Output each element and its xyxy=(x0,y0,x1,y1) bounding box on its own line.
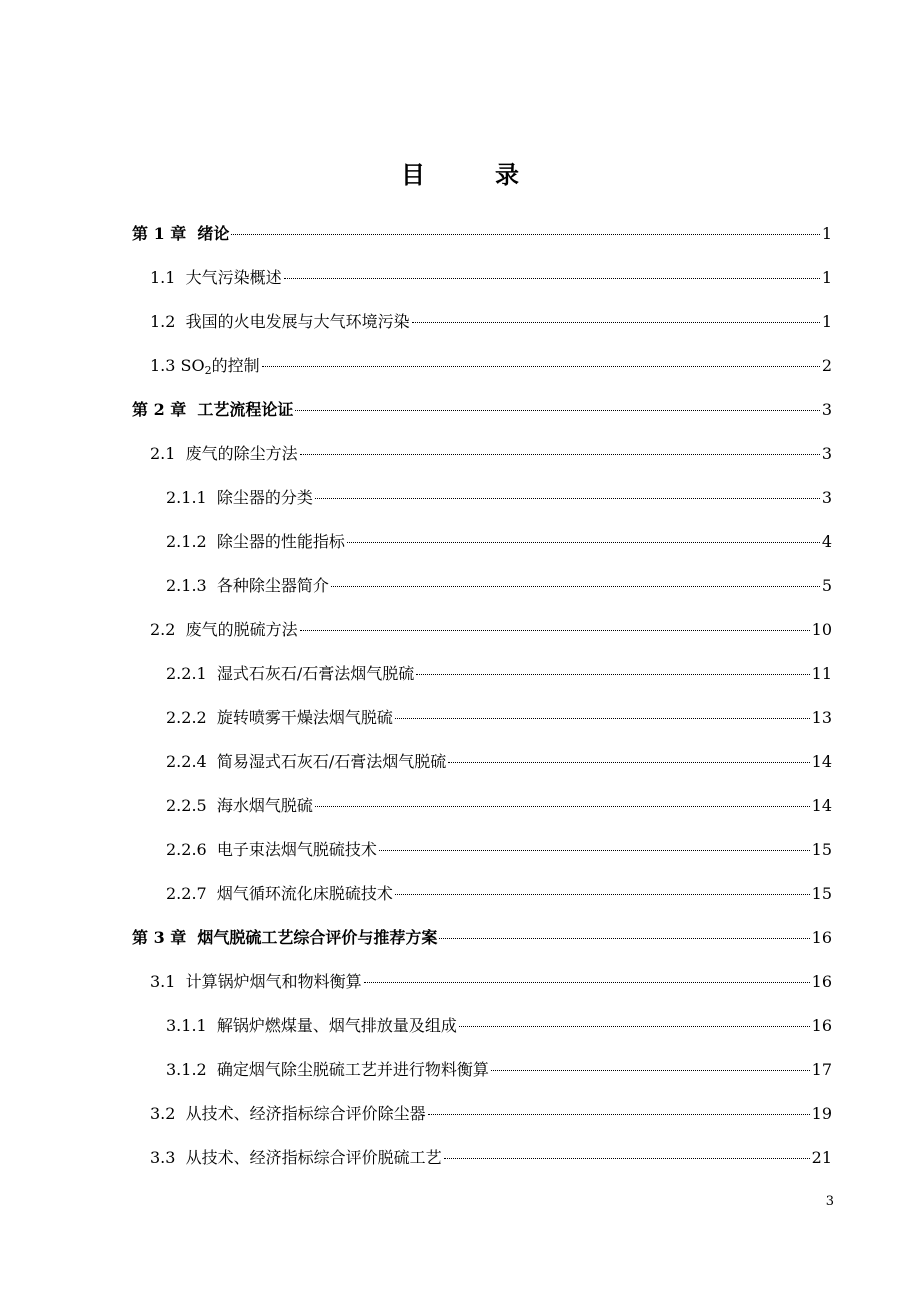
toc-entry-title: 确定烟气除尘脱硫工艺并进行物料衡算 xyxy=(216,1060,489,1079)
so-subscript: 2 xyxy=(204,364,212,377)
toc-entry-title: 烟气循环流化床脱硫技术 xyxy=(216,884,393,903)
toc-entry-number: 2.2.6 xyxy=(166,840,217,859)
toc-entry-page: 2 xyxy=(821,356,832,375)
toc-entry-title: 废气的除尘方法 xyxy=(185,444,298,463)
toc-entry-page: 17 xyxy=(811,1060,832,1079)
toc-entry-page: 21 xyxy=(811,1148,832,1167)
toc-entry-3-1[interactable] xyxy=(132,970,832,1014)
toc-entry-number: 2.1.1 xyxy=(166,488,217,507)
toc-entry-number: 第 1 章 xyxy=(132,224,198,243)
toc-entry-2-1-2[interactable] xyxy=(132,530,832,574)
toc-entry-number: 2.1.2 xyxy=(166,532,217,551)
toc-entry-page: 16 xyxy=(811,928,832,947)
toc-entry-number: 1.2 xyxy=(150,312,186,331)
dot-leader xyxy=(262,366,820,367)
so-formula: SO xyxy=(180,356,205,375)
toc-entry-2-2-6[interactable] xyxy=(132,838,832,882)
dot-leader xyxy=(416,674,809,675)
toc-entry-page: 3 xyxy=(821,444,832,463)
dot-leader xyxy=(331,586,820,587)
toc-entry-number: 3.1.1 xyxy=(166,1016,217,1035)
toc-entry-title: 电子束法烟气脱硫技术 xyxy=(216,840,377,859)
toc-entry-page: 16 xyxy=(811,1016,832,1035)
dot-leader xyxy=(300,630,810,631)
dot-leader xyxy=(315,806,810,807)
toc-title-right: 录 xyxy=(495,161,519,189)
toc-entry-title: 工艺流程论证 xyxy=(197,400,294,419)
dot-leader xyxy=(491,1070,810,1071)
toc-entry-page: 1 xyxy=(821,312,832,331)
dot-leader xyxy=(444,1158,810,1159)
toc-entry-title: 大气污染概述 xyxy=(185,268,282,287)
toc-entry-3-1-2[interactable] xyxy=(132,1058,832,1102)
toc-entry-number: 2.2.5 xyxy=(166,796,217,815)
toc-entry-2-2-1[interactable] xyxy=(132,662,832,706)
dot-leader xyxy=(347,542,820,543)
toc-title-left: 目 xyxy=(401,161,425,189)
dot-leader xyxy=(395,894,810,895)
toc-entry-3-2[interactable] xyxy=(132,1102,832,1146)
dot-leader xyxy=(379,850,810,851)
toc-entry-title: 简易湿式石灰石/石膏法烟气脱硫 xyxy=(216,752,447,771)
toc-entry-2-2-5[interactable] xyxy=(132,794,832,838)
toc-entry-page: 1 xyxy=(821,268,832,287)
toc-entry-page: 1 xyxy=(821,224,832,243)
toc-entry-2-1[interactable] xyxy=(132,442,832,486)
toc-entry-page: 15 xyxy=(811,840,832,859)
toc-entry-2-1-1[interactable] xyxy=(132,486,832,530)
toc-entry-title: 海水烟气脱硫 xyxy=(216,796,313,815)
toc-entry-title: 我国的火电发展与大气环境污染 xyxy=(185,312,410,331)
dot-leader xyxy=(428,1114,810,1115)
dot-leader xyxy=(395,718,810,719)
toc-entry-number: 2.1 xyxy=(150,444,186,463)
dot-leader xyxy=(284,278,820,279)
toc-entry-title: 计算锅炉烟气和物料衡算 xyxy=(185,972,362,991)
dot-leader xyxy=(364,982,810,983)
toc-entry-page: 3 xyxy=(821,488,832,507)
toc-entry-page: 15 xyxy=(811,884,832,903)
toc-title xyxy=(0,160,920,190)
toc-entry-page: 19 xyxy=(811,1104,832,1123)
toc-entry-number: 2.1.3 xyxy=(166,576,217,595)
toc-entry-page: 14 xyxy=(811,796,832,815)
toc-entry-chapter-3[interactable] xyxy=(132,926,832,970)
toc-entry-2-2[interactable] xyxy=(132,618,832,662)
toc-entry-number: 3.2 xyxy=(150,1104,186,1123)
dot-leader xyxy=(300,454,820,455)
toc-entry-page: 10 xyxy=(811,620,832,639)
toc-entry-number: 3.1 xyxy=(150,972,186,991)
toc-entry-title: 湿式石灰石/石膏法烟气脱硫 xyxy=(216,664,415,683)
toc-entry-page: 3 xyxy=(821,400,832,419)
toc-entry-title: 废气的脱硫方法 xyxy=(185,620,298,639)
toc-entry-title: 烟气脱硫工艺综合评价与推荐方案 xyxy=(197,928,438,947)
toc-entry-chapter-2[interactable] xyxy=(132,398,832,442)
toc-entry-number: 1.3 xyxy=(150,356,181,375)
toc-entry-page: 5 xyxy=(821,576,832,595)
toc-entry-number: 第 3 章 xyxy=(132,928,198,947)
toc-entry-2-1-3[interactable] xyxy=(132,574,832,618)
toc-entry-chapter-1[interactable] xyxy=(132,222,832,266)
toc-entry-title: 绪论 xyxy=(197,224,230,243)
toc-entry-2-2-2[interactable] xyxy=(132,706,832,750)
toc-entry-page: 4 xyxy=(821,532,832,551)
toc-entry-title: 旋转喷雾干燥法烟气脱硫 xyxy=(216,708,393,727)
toc-entry-1-3[interactable] xyxy=(132,354,832,398)
dot-leader xyxy=(231,234,819,235)
dot-leader xyxy=(315,498,820,499)
toc-entry-3-3[interactable] xyxy=(132,1146,832,1190)
toc-entry-title: 解锅炉燃煤量、烟气排放量及组成 xyxy=(216,1016,457,1035)
toc-entry-2-2-7[interactable] xyxy=(132,882,832,926)
toc-entry-number: 1.1 xyxy=(150,268,186,287)
dot-leader xyxy=(439,938,809,939)
toc-entry-3-1-1[interactable] xyxy=(132,1014,832,1058)
dot-leader xyxy=(412,322,820,323)
toc-entry-title: 除尘器的性能指标 xyxy=(216,532,345,551)
toc-entry-number: 2.2.1 xyxy=(166,664,217,683)
toc-entry-title: 各种除尘器简介 xyxy=(216,576,329,595)
toc-entry-number: 2.2.7 xyxy=(166,884,217,903)
toc-entry-title: 从技术、经济指标综合评价除尘器 xyxy=(185,1104,426,1123)
dot-leader xyxy=(295,410,819,411)
table-of-contents xyxy=(132,222,832,1190)
page-number: 3 xyxy=(825,1194,834,1209)
toc-entry-number: 2.2.2 xyxy=(166,708,217,727)
toc-entry-1-2[interactable] xyxy=(132,310,832,354)
dot-leader xyxy=(448,762,809,763)
toc-entry-title-rest: 的控制 xyxy=(211,356,260,375)
toc-entry-page: 14 xyxy=(811,752,832,771)
toc-entry-page: 16 xyxy=(811,972,832,991)
toc-entry-title: 除尘器的分类 xyxy=(216,488,313,507)
toc-entry-title xyxy=(181,354,260,378)
toc-entry-number: 3.1.2 xyxy=(166,1060,217,1079)
toc-entry-page: 13 xyxy=(811,708,832,727)
toc-entry-number: 3.3 xyxy=(150,1148,186,1167)
toc-entry-2-2-4[interactable] xyxy=(132,750,832,794)
toc-entry-title: 从技术、经济指标综合评价脱硫工艺 xyxy=(185,1148,442,1167)
toc-entry-number: 2.2 xyxy=(150,620,186,639)
toc-entry-number: 第 2 章 xyxy=(132,400,198,419)
toc-entry-1-1[interactable] xyxy=(132,266,832,310)
dot-leader xyxy=(459,1026,810,1027)
toc-entry-number: 2.2.4 xyxy=(166,752,217,771)
toc-entry-page: 11 xyxy=(811,664,832,683)
